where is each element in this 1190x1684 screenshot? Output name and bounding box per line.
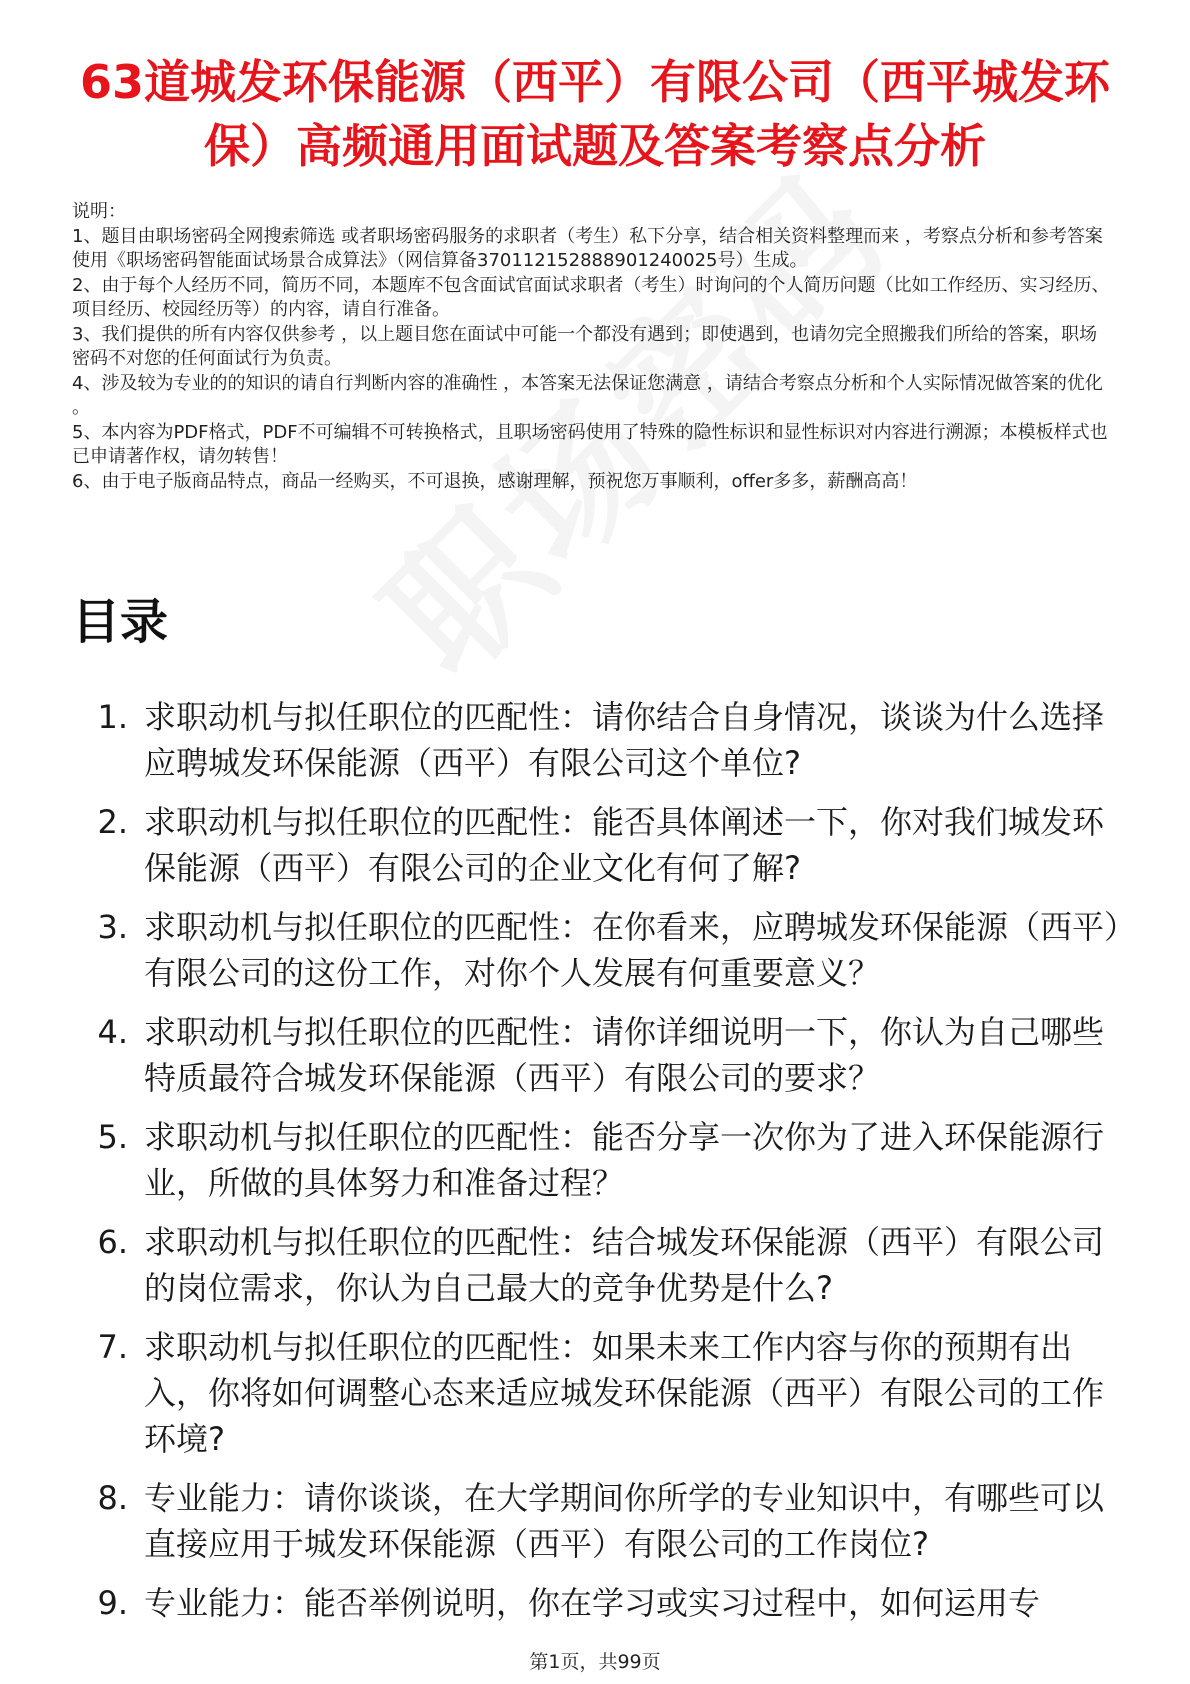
- toc-item[interactable]: [72, 1009, 1122, 1101]
- toc-item-text: 求职动机与拟任职位的匹配性：能否分享一次你为了进入环保能源行业，所做的具体努力和准备过程？: [144, 1118, 1105, 1202]
- note-line: 2、由于每个人经历不同，简历不同，本题库不包含面试官面试求职者（考生）时询问的个人简历问题（比如工作经历、实习经历、项目经历、校园经历等）的内容，请自行准备。: [72, 274, 1110, 320]
- toc-item[interactable]: [72, 1580, 1122, 1626]
- toc-item-text: 求职动机与拟任职位的匹配性：能否具体阐述一下，你对我们城发环保能源（西平）有限公司的企业文化有何了解?: [144, 803, 1105, 887]
- toc-item-number: 9.: [97, 1584, 128, 1622]
- toc-heading: 目录: [72, 594, 169, 650]
- table-of-contents: [72, 694, 1122, 1639]
- toc-item-number: 4.: [97, 1013, 128, 1051]
- document-title: 63道城发环保能源（西平）有限公司（西平城发环保）高频通用面试题及答案考察点分析: [80, 55, 1111, 173]
- toc-item-text: 求职动机与拟任职位的匹配性：请你详细说明一下，你认为自己哪些特质最符合城发环保能源（西平）有限公司的要求？: [144, 1013, 1105, 1097]
- note-line: 1、题目由职场密码全网搜索筛选 或者职场密码服务的求职者（考生）私下分享，结合相关资料整理而来 ，考察点分析和参考答案使用《职场密码智能面试场景合成算法》（网信算备370112152888901240025号）生成。: [72, 225, 1103, 271]
- toc-item-text: 求职动机与拟任职位的匹配性：结合城发环保能源（西平）有限公司的岗位需求，你认为自己最大的竞争优势是什么?: [144, 1223, 1105, 1307]
- toc-item[interactable]: [72, 799, 1122, 891]
- note-line: 说明：: [72, 201, 126, 222]
- toc-item-number: 6.: [97, 1223, 128, 1261]
- toc-item[interactable]: [72, 1324, 1122, 1462]
- disclaimer-notes: [72, 200, 1112, 494]
- toc-item-text: 求职动机与拟任职位的匹配性：在你看来，应聘城发环保能源（西平）有限公司的这份工作，对你个人发展有何重要意义？: [144, 908, 1121, 992]
- note-line: 3、我们提供的所有内容仅供参考 ，以上题目您在面试中可能一个都没有遇到；即使遇到，也请勿完全照搬我们所给的答案，职场密码不对您的任何面试行为负责。: [72, 323, 1098, 369]
- toc-item-number: 1.: [97, 698, 128, 736]
- toc-item-text: 求职动机与拟任职位的匹配性：请你结合自身情况，谈谈为什么选择应聘城发环保能源（西平）有限公司这个单位?: [144, 698, 1105, 782]
- toc-item[interactable]: [72, 1114, 1122, 1206]
- toc-item-text: 求职动机与拟任职位的匹配性：如果未来工作内容与你的预期有出入，你将如何调整心态来适应城发环保能源（西平）有限公司的工作环境?: [144, 1328, 1105, 1458]
- toc-item-number: 7.: [97, 1328, 128, 1366]
- toc-item[interactable]: [72, 694, 1122, 786]
- toc-item-text: 专业能力：能否举例说明，你在学习或实习过程中，如何运用专: [144, 1584, 1041, 1622]
- note-line: 5、本内容为PDF格式，PDF不可编辑不可转换格式，且职场密码使用了特殊的隐性标识和显性标识对内容进行溯源；本模板样式也已申请著作权，请勿转售！: [72, 421, 1108, 467]
- toc-item-number: 8.: [97, 1479, 128, 1517]
- toc-item[interactable]: [72, 1475, 1122, 1567]
- toc-item-text: 专业能力：请你谈谈，在大学期间你所学的专业知识中，有哪些可以直接应用于城发环保能源（西平）有限公司的工作岗位?: [144, 1479, 1105, 1563]
- toc-item-number: 2.: [97, 803, 128, 841]
- note-line: 6、由于电子版商品特点，商品一经购买，不可退换，感谢理解，预祝您万事顺利，offer多多，薪酬高高！: [72, 470, 918, 492]
- note-line: 4、涉及较为专业的的知识的请自行判断内容的准确性 ，本答案无法保证您满意 ，请结合考察点分析和个人实际情况做答案的优化 。: [72, 372, 1103, 418]
- page-footer: 第1页，共99页: [529, 1651, 661, 1673]
- toc-item[interactable]: [72, 904, 1122, 996]
- toc-item-number: 3.: [97, 908, 128, 946]
- toc-item[interactable]: [72, 1219, 1122, 1311]
- toc-item-number: 5.: [97, 1118, 128, 1156]
